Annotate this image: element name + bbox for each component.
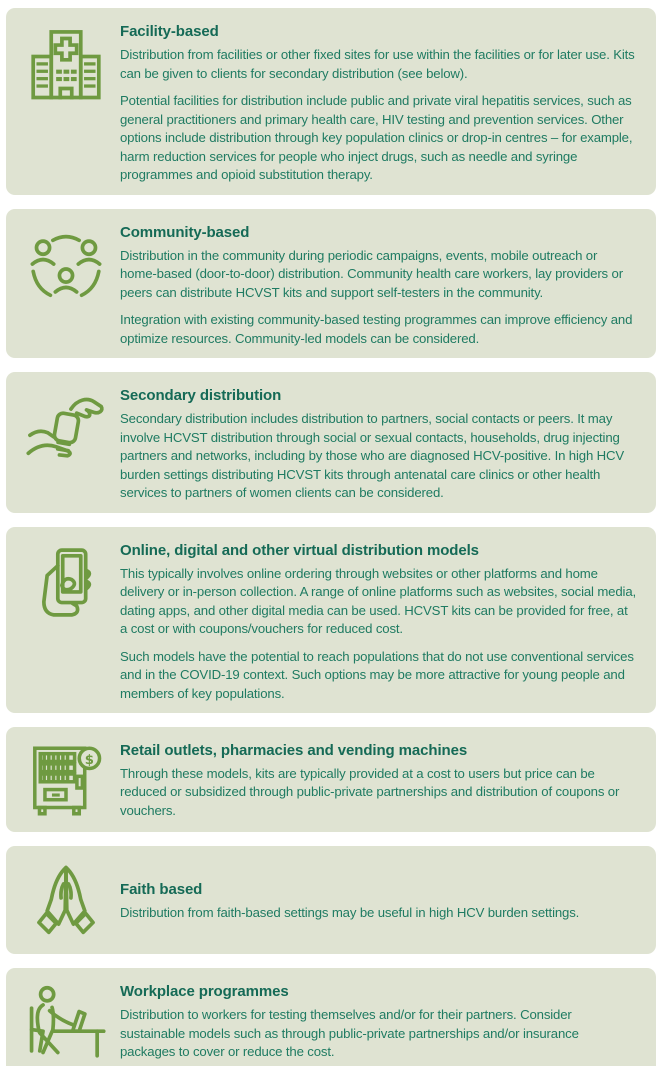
section-title: Retail outlets, pharmacies and vending machines <box>120 741 468 759</box>
section-paragraph: This typically involves online ordering through websites or other platforms and home delivery or in-person collection. A range of online platforms such as websites, social media, dating apps, and other digital media can be used. HCVST kits can be provided for free, at a cost or with coupons/vouchers for reduced cost. <box>120 565 637 636</box>
section-text <box>114 742 640 821</box>
section-title: Facility-based <box>120 23 219 40</box>
section-title: Community-based <box>120 223 250 241</box>
section-text <box>114 881 640 923</box>
section-paragraph: Integration with existing community-based testing programmes can improve efficiency and optimize resources. Community-led models can be considered. <box>120 312 633 346</box>
section-text <box>114 21 640 185</box>
section-paragraph: Such models have the potential to reach populations that do not use conventional services and in the COVID-19 context. Such options may be more attractive for young people and members of key populations. <box>120 648 634 701</box>
people-community-icon <box>18 228 114 310</box>
dollar-sign-glyph: $ <box>84 752 95 768</box>
section-paragraph: Secondary distribution includes distribution to partners, social contacts or peers. It may involve HCVST distribution through social or sexual contacts, households, drug injecting partners and networks, including by those who are diagnosed HCV-positive. In high HCV burden settings distributing HCVST kits through antenatal care clinics or other health services to partners of women clients can be considered. <box>120 411 625 500</box>
hand-holding-phone-icon <box>18 546 114 628</box>
section-paragraph: Potential facilities for distribution include public and private viral hepatitis services, such as general practitioners and primary health care, HIV testing and prevention services. Other options include distribution through key population clinics or drop-in centres – for example, harm reduction services for people who inject drugs, such as needle and syringe programmes and opioid substitution therapy. <box>120 93 633 182</box>
section-paragraph: Distribution from faith-based settings may be useful in high HCV burden settings. <box>120 904 580 920</box>
section-title: Secondary distribution <box>120 387 282 404</box>
hospital-icon <box>18 27 114 109</box>
section-text <box>114 222 640 349</box>
praying-hands-icon <box>18 861 114 943</box>
section-title: Workplace programmes <box>120 983 289 1001</box>
section-text <box>114 540 640 704</box>
section-workplace <box>6 968 656 1066</box>
vending-machine-icon <box>18 742 114 820</box>
section-retail-vending <box>6 727 656 832</box>
section-title: Online, digital and other virtual distribution models <box>120 541 479 559</box>
section-online-digital <box>6 527 656 714</box>
section-text <box>114 385 640 503</box>
hand-giving-kit-icon <box>18 391 114 473</box>
section-paragraph: Through these models, kits are typically provided at a cost to users but price can be reduced or subsidized through public-private partnerships and distribution of coupons or vouchers. <box>120 765 620 818</box>
section-secondary-distribution <box>6 372 656 513</box>
section-paragraph: Distribution to workers for testing themselves and/or for their partners. Consider sustainable models such as through public-private partnerships and/or insurance packages to cover or reduce the cost. <box>120 1007 579 1060</box>
section-facility-based <box>6 8 656 195</box>
person-at-desk-icon <box>18 982 114 1064</box>
section-text <box>114 983 640 1062</box>
section-faith-based <box>6 846 656 954</box>
section-paragraph: Distribution in the community during periodic campaigns, events, mobile outreach or home-based (door-to-door) distribution. Community health care workers, lay providers or peers can distribute HCVST kits and support self-testers in the community. <box>120 247 623 300</box>
section-title: Faith based <box>120 880 203 898</box>
section-community-based <box>6 209 656 359</box>
section-paragraph: Distribution from facilities or other fixed sites for use within the facilities or for later use. Kits can be given to clients for secondary distribution (see below). <box>120 47 635 81</box>
